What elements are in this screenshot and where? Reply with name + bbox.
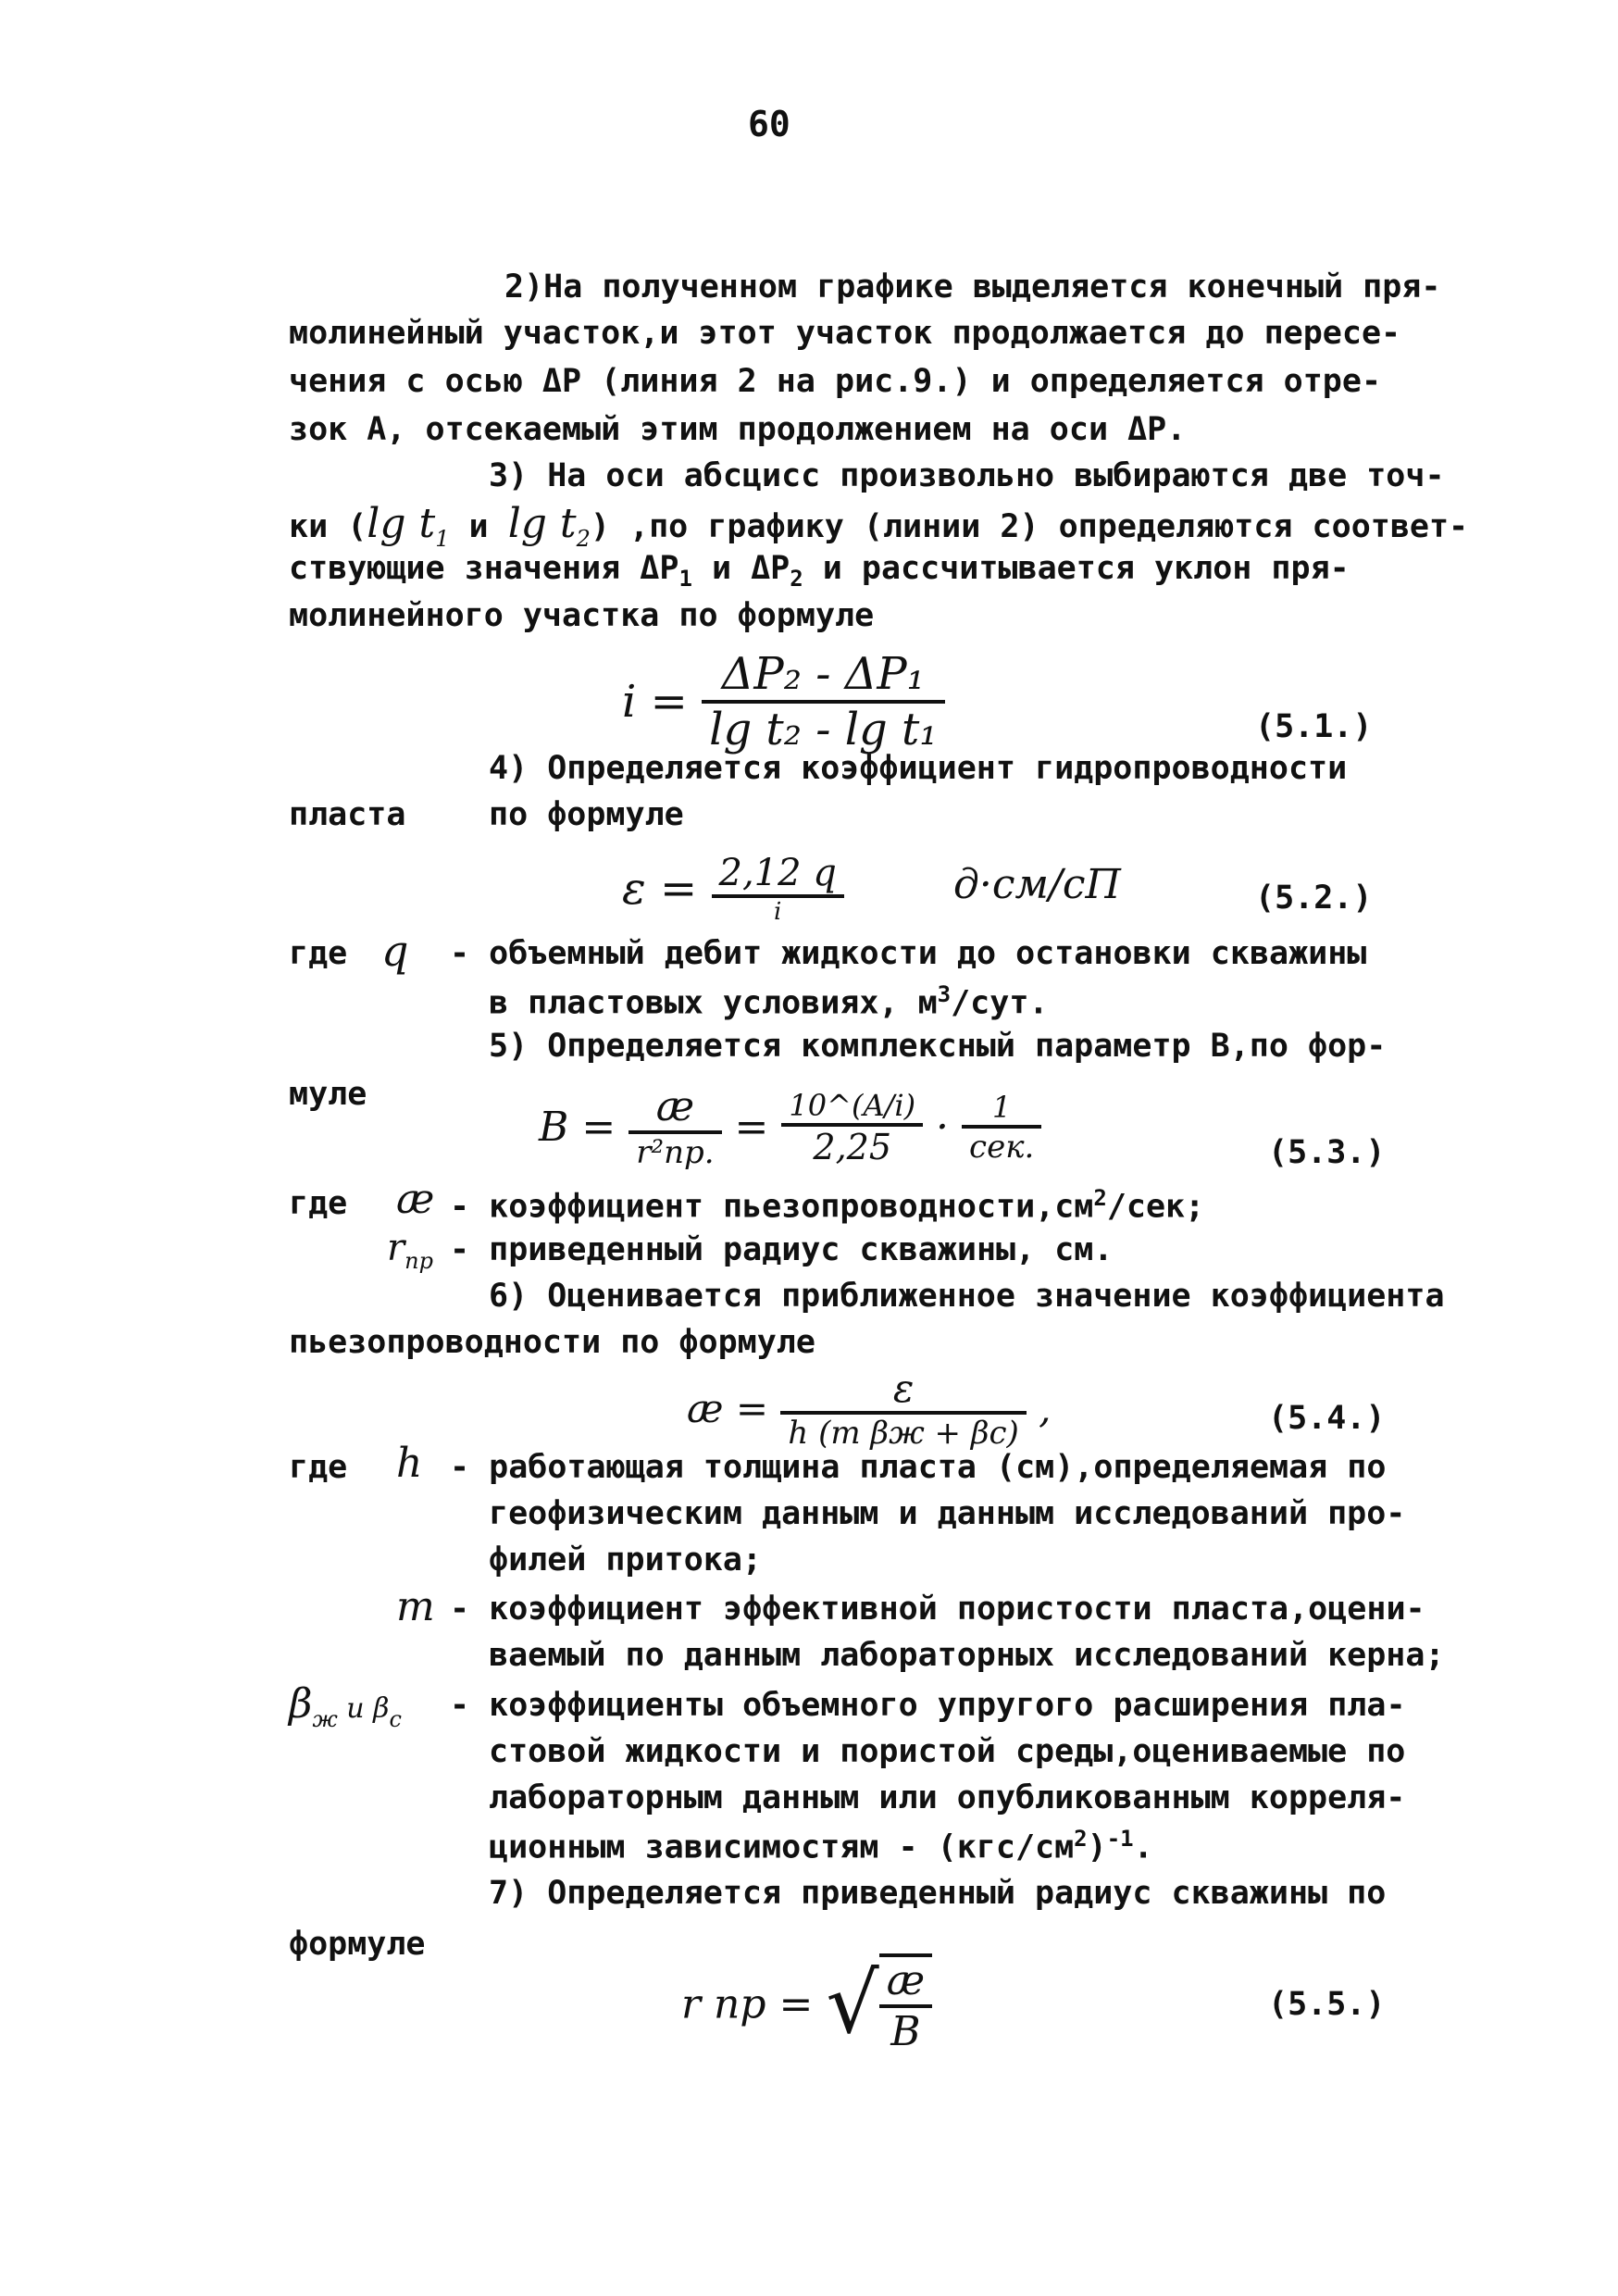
- formula-5-3-num1: æ: [629, 1083, 721, 1134]
- where-ae-symbol: æ: [396, 1176, 435, 1223]
- where-m-symbol: m: [396, 1583, 435, 1630]
- text-fragment: ки (: [289, 508, 367, 545]
- paragraph-2-line-3: чения с осью ΔP (линия 2 на рис.9.) и определяется отре-: [289, 363, 1382, 400]
- paragraph-3-line-2: [289, 500, 1468, 552]
- formula-5-3-equals: =: [734, 1104, 769, 1151]
- formula-5-5-denominator: B: [890, 2008, 921, 2055]
- formula-5-2-units: д·см/сП: [953, 861, 1121, 908]
- formula-5-3-num2: 10^(A/i): [781, 1088, 923, 1127]
- paragraph-2-line-2: молинейный участок,и этот участок продолжается до пересе-: [289, 315, 1401, 352]
- formula-5-4-lhs: æ =: [687, 1386, 769, 1431]
- where-q-symbol: q: [381, 926, 409, 976]
- paragraph-6-line-1: 6) Оценивается приближенное значение коэффициента: [489, 1278, 1445, 1315]
- where-m-definition-cont: ваемый по данным лабораторных исследований керна;: [489, 1637, 1445, 1674]
- where-h-symbol: h: [396, 1440, 423, 1487]
- where-ae-definition: - коэффициент $пьезопроводности,см^2$/сек;: [450, 1185, 1205, 1226]
- paragraph-4-line-2b: по формуле: [489, 796, 684, 833]
- formula-5-2-numerator: 2,12 q: [712, 852, 844, 898]
- formula-5-3-num3: 1: [962, 1090, 1041, 1129]
- paragraph-6-line-2: пьезопроводности по формуле: [289, 1324, 815, 1361]
- formula-5-2-denominator: i: [774, 898, 782, 926]
- formula-5-4-comma: ,: [1039, 1386, 1052, 1431]
- formula-5-5-numerator: æ: [879, 1957, 932, 2008]
- formula-5-3-dot: ·: [936, 1104, 950, 1151]
- where-h-definition: - работающая толщина пласта (см),определяемая по: [450, 1449, 1387, 1486]
- where-h-label: где: [289, 1449, 348, 1486]
- formula-5-1: [622, 648, 945, 755]
- formula-5-1-denominator: lg t₂ - lg t₁: [709, 704, 938, 755]
- paragraph-2-line-4: зок A, отсекаемый этим продолжением на оси ΔP.: [289, 411, 1187, 448]
- formula-5-3: [539, 1083, 1041, 1171]
- text-fragment: ) ,по графику (линии 2) определяются соответ-: [590, 508, 1469, 545]
- paragraph-7-line-2: формуле: [289, 1926, 426, 1963]
- formula-5-3-den2: 2,25: [813, 1126, 892, 1167]
- formula-5-3-den3: сек.: [969, 1128, 1035, 1166]
- where-beta-definition: - коэффициенты объемного упругого расширения пла-: [450, 1687, 1406, 1724]
- where-q-definition-cont: в пластовых условиях, $м^3$/сут.: [489, 981, 1049, 1022]
- formula-5-2-number: (5.2.): [1255, 880, 1373, 917]
- text-fragment: и: [449, 508, 508, 545]
- lg-t1-handwritten: $\lg t_1$: [367, 500, 450, 552]
- paragraph-3-line-3: ствующие значения $\Delta P_1$ и $\Delta P_2$ и рассчитывается уклон пря-: [289, 550, 1350, 592]
- where-beta-definition-cont-2: лабораторным данным или опубликованным корреля-: [489, 1779, 1406, 1816]
- formula-5-3-lhs: B =: [539, 1104, 616, 1151]
- formula-5-5: [681, 1953, 932, 2055]
- formula-5-1-lhs: i =: [622, 676, 688, 728]
- where-q-definition: - объемный дебит жидкости до остановки скважины: [450, 935, 1367, 972]
- formula-5-4-number: (5.4.): [1268, 1400, 1386, 1437]
- where-q-label: где: [289, 935, 348, 972]
- where-h-definition-cont-2: филей притока;: [489, 1541, 763, 1578]
- where-ae-label: где: [289, 1185, 348, 1222]
- lg-t2-handwritten: $\lg t_2$: [507, 500, 591, 552]
- page-number: 60: [748, 104, 790, 144]
- paragraph-5-line-1: 5) Определяется комплексный параметр B,по фор-: [489, 1028, 1387, 1065]
- paragraph-4-line-2a: пласта: [289, 796, 406, 833]
- where-m-definition: - коэффициент эффективной пористости пласта,оцени-: [450, 1591, 1425, 1628]
- formula-5-4: [687, 1366, 1052, 1452]
- where-rpr-symbol: $r_{пр}$: [387, 1227, 433, 1274]
- formula-5-5-lhs: r пр =: [681, 1980, 814, 2028]
- formula-5-1-numerator: ΔP₂ - ΔP₁: [702, 648, 944, 704]
- formula-5-3-number: (5.3.): [1268, 1134, 1386, 1171]
- paragraph-3-line-1: 3) На оси абсцисс произвольно выбираются две точ-: [489, 457, 1445, 494]
- where-rpr-definition: - приведенный радиус скважины, см.: [450, 1231, 1114, 1268]
- paragraph-5-line-2: муле: [289, 1076, 367, 1113]
- formula-5-3-den1: r²пр.: [636, 1134, 715, 1171]
- where-h-definition-cont-1: геофизическим данным и данным исследований про-: [489, 1495, 1406, 1532]
- sqrt-symbol: √ $\frac{æ}{B}$: [826, 1953, 932, 2055]
- where-beta-definition-cont-1: стовой жидкости и пористой среды,оцениваемые по: [489, 1733, 1406, 1770]
- formula-5-4-denominator: h (m βж + βс): [788, 1415, 1019, 1452]
- paragraph-3-line-4: молинейного участка по формуле: [289, 597, 875, 634]
- where-beta-symbols: $\beta_ж$ и $\beta_с$: [289, 1680, 402, 1732]
- paragraph-2-line-1: 2)На полученном графике выделяется конечный пря-: [504, 268, 1441, 306]
- formula-5-2-lhs: ε =: [622, 863, 698, 915]
- formula-5-1-number: (5.1.): [1255, 708, 1373, 745]
- where-beta-definition-cont-3: ционным зависимостям - $(кгс/см^2)^{-1}$.: [489, 1826, 1153, 1866]
- formula-5-5-number: (5.5.): [1268, 1986, 1386, 2023]
- formula-5-2: [622, 852, 844, 926]
- paragraph-4-line-1: 4) Определяется коэффициент гидропроводности: [489, 750, 1348, 787]
- paragraph-7-line-1: 7) Определяется приведенный радиус скважины по: [489, 1875, 1387, 1912]
- formula-5-4-numerator: ε: [780, 1366, 1026, 1415]
